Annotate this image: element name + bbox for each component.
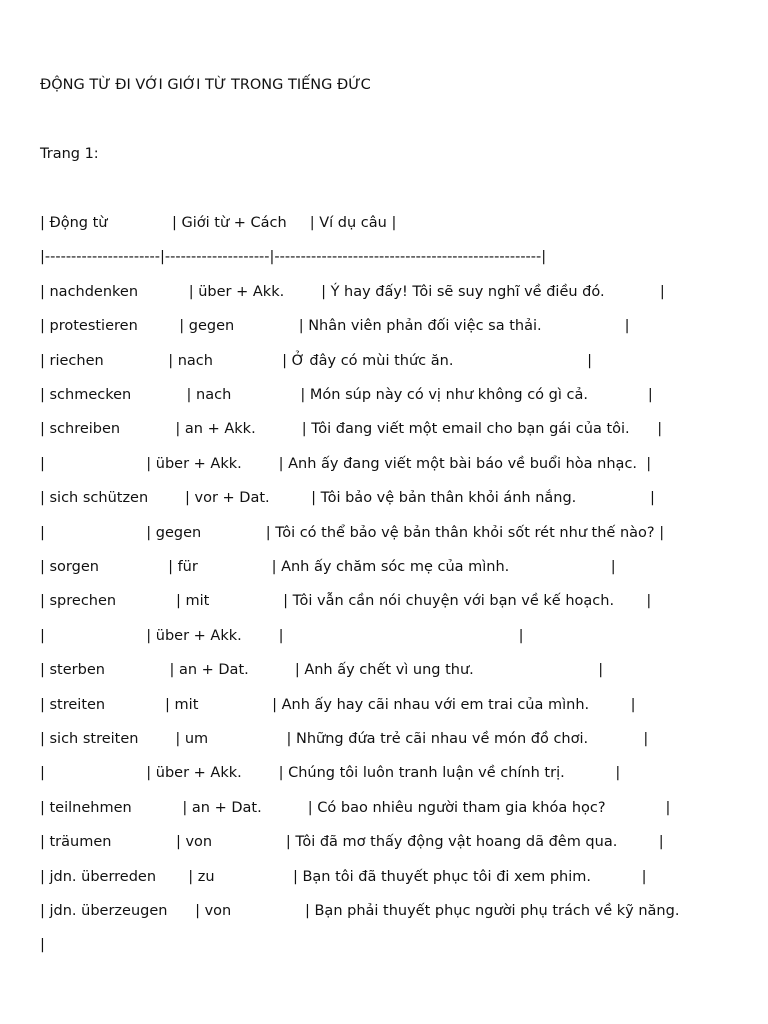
table-row: | sich schützen | vor + Dat. | Tôi bảo vệ bản thân khỏi ánh nắng. | — [40, 490, 655, 506]
table-row: | sterben | an + Dat. | Anh ấy chết vì ung thư. | — [40, 662, 604, 678]
table-row: | | über + Akk. | Chúng tôi luôn tranh luận về chính trị. | — [40, 765, 621, 781]
table-row: | sprechen | mit | Tôi vẫn cần nói chuyện với bạn về kế hoạch. | — [40, 593, 652, 609]
table-row: | riechen | nach | Ở đây có mùi thức ăn. | — [40, 353, 592, 369]
table-row: | jdn. überreden | zu | Bạn tôi đã thuyết phục tôi đi xem phim. | — [40, 869, 647, 885]
table-row: | sorgen | für | Anh ấy chăm sóc mẹ của mình. | — [40, 559, 616, 575]
table-row: | | über + Akk. | Anh ấy đang viết một bài báo về buổi hòa nhạc. | — [40, 456, 652, 472]
table-row: | nachdenken | über + Akk. | Ý hay đấy! Tôi sẽ suy nghĩ về điều đó. | — [40, 284, 665, 300]
table-row: | protestieren | gegen | Nhân viên phản đối việc sa thải. | — [40, 318, 630, 334]
table-row: | | gegen | Tôi có thể bảo vệ bản thân khỏi sốt rét như thế nào? | — [40, 525, 665, 541]
page-label: Trang 1: — [40, 146, 99, 162]
table-row: | jdn. überzeugen | von | Bạn phải thuyết phục người phụ trách về kỹ năng. — [40, 903, 680, 919]
table-row: | streiten | mit | Anh ấy hay cãi nhau với em trai của mình. | — [40, 697, 636, 713]
table-row: | schreiben | an + Akk. | Tôi đang viết một email cho bạn gái của tôi. | — [40, 421, 663, 437]
table-row: | Động từ | Giới từ + Cách | Ví dụ câu | — [40, 215, 397, 231]
table-row: | sich streiten | um | Những đứa trẻ cãi nhau về món đồ chơi. | — [40, 731, 649, 747]
table-row: | — [40, 937, 45, 953]
table-row: | teilnehmen | an + Dat. | Có bao nhiêu người tham gia khóa học? | — [40, 800, 671, 816]
table-separator-line: |----------------------|--------------------|---------------------------------------------------| — [40, 249, 547, 265]
table-row: | träumen | von | Tôi đã mơ thấy động vật hoang dã đêm qua. | — [40, 834, 664, 850]
table-row: | | über + Akk. | | — [40, 628, 524, 644]
document-title: ĐỘNG TỪ ĐI VỚI GIỚI TỪ TRONG TIẾNG ĐỨC — [40, 77, 371, 93]
table-row: | schmecken | nach | Món súp này có vị như không có gì cả. | — [40, 387, 653, 403]
